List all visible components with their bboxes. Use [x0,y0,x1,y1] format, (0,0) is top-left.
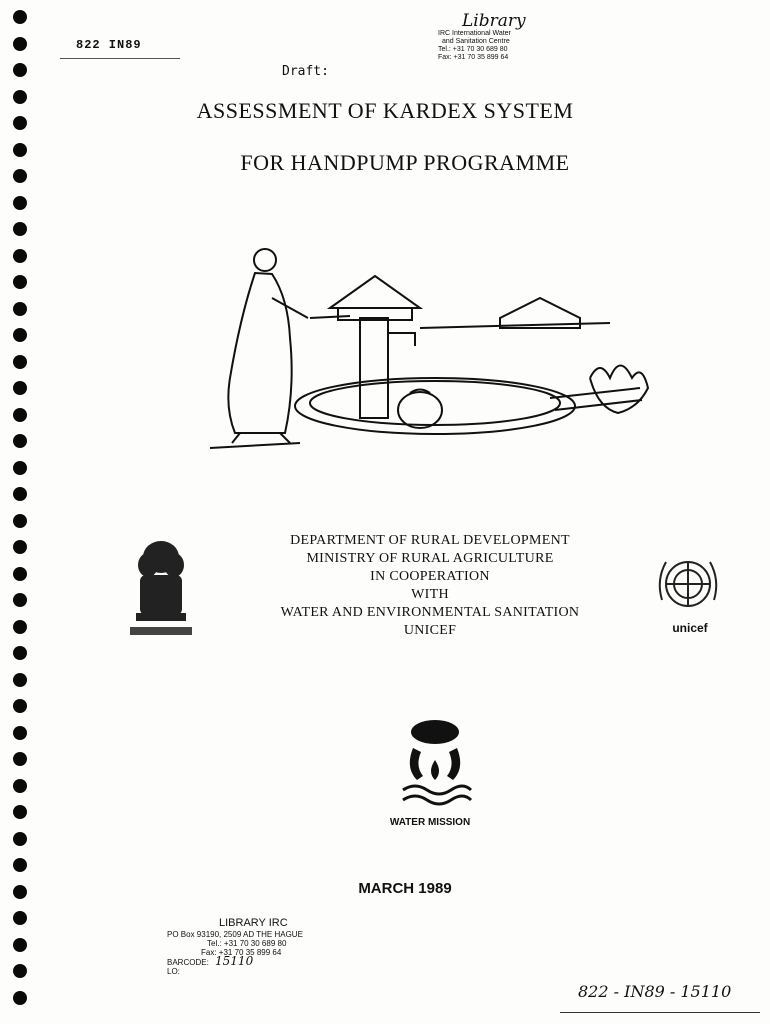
org-line-6: UNICEF [403,623,457,638]
handwritten-reference: 822 - IN89 - 15110 [578,982,732,1001]
bottom-divider [560,1012,760,1013]
library-irc-fax: Fax: +31 70 35 899 64 [201,948,282,957]
binding-hole [13,885,27,899]
binding-hole [13,461,27,475]
binding-hole [13,673,27,687]
binding-hole [13,593,27,607]
binding-hole [13,832,27,846]
binding-hole [13,938,27,952]
water-mission-label: WATER MISSION [389,817,471,828]
binding-hole [13,408,27,422]
binding-hole [13,726,27,740]
binding-hole [13,699,27,713]
binding-hole [13,302,27,316]
binding-hole [13,249,27,263]
binding-hole [13,779,27,793]
binding-hole [13,328,27,342]
binding-hole [13,37,27,51]
binding-hole [13,567,27,581]
binding-hole [13,646,27,660]
library-irc-heading: LIBRARY IRC [219,917,288,929]
binding-hole [13,911,27,925]
barcode-value: 15110 [215,954,254,968]
binding-hole [13,620,27,634]
library-irc-tel: Tel.: +31 70 30 689 80 [207,939,287,948]
handpump-illustration [210,238,660,463]
binding-hole [13,858,27,872]
binding-hole [13,752,27,766]
title-line-1: ASSESSMENT OF KARDEX SYSTEM [196,98,574,123]
library-irc-barcode [167,954,377,968]
library-stamp-line2: and Sanitation Centre [442,38,510,45]
lo-label: LO: [167,967,180,976]
org-line-2: MINISTRY OF RURAL AGRICULTURE [306,551,554,566]
binding-hole [13,991,27,1005]
binding-hole [13,196,27,210]
divider-line [60,58,180,59]
binding-hole [13,805,27,819]
binding-hole [13,487,27,501]
org-line-1: DEPARTMENT OF RURAL DEVELOPMENT [290,533,570,548]
binding-hole [13,63,27,77]
binding-hole [13,964,27,978]
binding-hole [13,514,27,528]
org-line-5: WATER AND ENVIRONMENTAL SANITATION [280,605,580,620]
org-line-3: IN COOPERATION [370,569,490,584]
draft-label: Draft: [282,64,329,79]
binding-hole [13,10,27,24]
binding-hole [13,381,27,395]
binding-hole [13,434,27,448]
binding-hole [13,540,27,554]
library-stamp-tel: Tel.: +31 70 30 689 80 [438,46,508,53]
library-stamp-fax: Fax: +31 70 35 899 64 [438,54,509,61]
unicef-logo-label: unicef [672,621,708,635]
binding-hole [13,222,27,236]
binding-hole [13,275,27,289]
library-irc-stamp [167,917,377,976]
title-line-2: FOR HANDPUMP PROGRAMME [240,150,570,175]
barcode-label: BARCODE: [167,958,209,967]
library-stamp-line1: IRC International Water [438,30,511,37]
water-mission-logo-icon [395,718,475,818]
binding-hole [13,355,27,369]
library-irc-address: PO Box 93190, 2509 AD THE HAGUE [167,930,303,939]
unicef-logo-icon [652,550,724,620]
organization-block [210,532,650,640]
library-stamp [438,12,568,62]
document-date: MARCH 1989 [358,880,452,897]
library-stamp-title: Library [462,11,526,31]
india-emblem-icon [126,535,196,640]
org-line-4: WITH [411,587,449,602]
reference-code: 822 IN89 [76,38,142,52]
